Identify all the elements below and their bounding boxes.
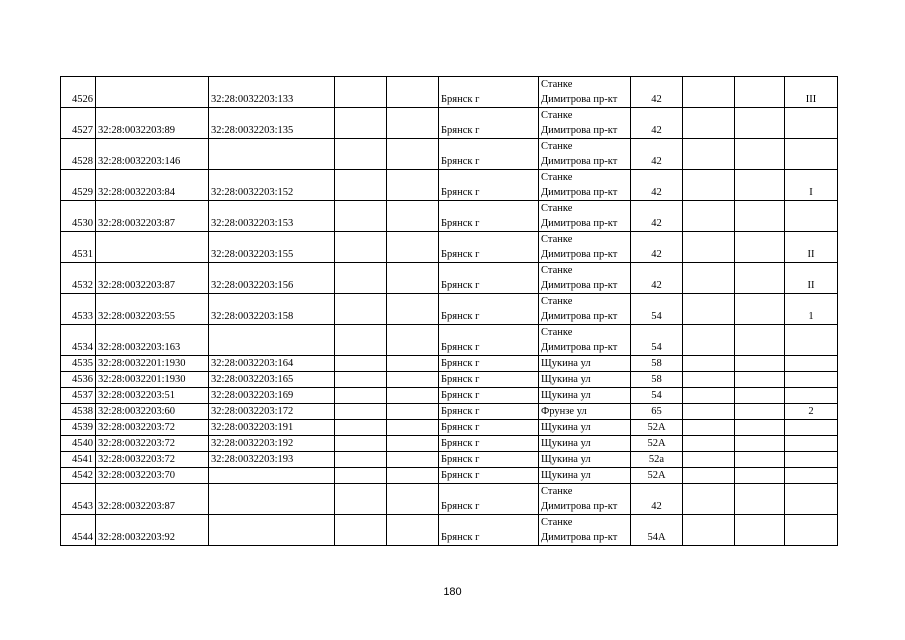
cell-empty [387, 388, 439, 404]
cell-empty [735, 388, 785, 404]
cell-street: Станке Димитрова пр-кт [539, 201, 631, 232]
cell-category: II [785, 232, 838, 263]
cell-cadastral-number-2 [209, 515, 335, 546]
cell-city: Брянск г [439, 515, 539, 546]
data-table [60, 76, 838, 546]
cell-empty [683, 232, 735, 263]
cell-house: 42 [631, 139, 683, 170]
cell-row-number: 4527 [61, 108, 96, 139]
cell-cadastral-number: 32:28:0032203:87 [96, 201, 209, 232]
cell-category [785, 356, 838, 372]
cell-cadastral-number: 32:28:0032203:51 [96, 388, 209, 404]
cell-empty [387, 263, 439, 294]
cell-house: 54А [631, 515, 683, 546]
cell-cadastral-number [96, 77, 209, 108]
cell-cadastral-number-2 [209, 325, 335, 356]
cell-cadastral-number-2 [209, 484, 335, 515]
cell-house: 52А [631, 468, 683, 484]
cell-empty [387, 515, 439, 546]
cell-row-number: 4541 [61, 452, 96, 468]
cell-cadastral-number: 32:28:0032203:55 [96, 294, 209, 325]
cell-category: III [785, 77, 838, 108]
cell-cadastral-number [96, 232, 209, 263]
cell-cadastral-number: 32:28:0032203:70 [96, 468, 209, 484]
cell-street: Станке Димитрова пр-кт [539, 139, 631, 170]
cell-empty [683, 436, 735, 452]
cell-category [785, 436, 838, 452]
cell-street: Станке Димитрова пр-кт [539, 484, 631, 515]
cell-empty [335, 108, 387, 139]
cell-cadastral-number-2: 32:28:0032203:133 [209, 77, 335, 108]
cell-empty [387, 484, 439, 515]
cell-empty [683, 201, 735, 232]
cell-empty [335, 77, 387, 108]
cell-cadastral-number-2: 32:28:0032203:135 [209, 108, 335, 139]
cell-empty [735, 201, 785, 232]
cell-city: Брянск г [439, 232, 539, 263]
cell-empty [735, 139, 785, 170]
cell-city: Брянск г [439, 294, 539, 325]
cell-city: Брянск г [439, 420, 539, 436]
cell-category [785, 372, 838, 388]
cell-cadastral-number: 32:28:0032203:72 [96, 420, 209, 436]
cell-house: 58 [631, 356, 683, 372]
table-row [61, 263, 838, 294]
cell-empty [387, 404, 439, 420]
cell-empty [335, 232, 387, 263]
cell-cadastral-number-2: 32:28:0032203:158 [209, 294, 335, 325]
cell-empty [387, 468, 439, 484]
cell-category [785, 201, 838, 232]
cell-empty [683, 404, 735, 420]
cell-cadastral-number-2: 32:28:0032203:155 [209, 232, 335, 263]
cell-cadastral-number-2: 32:28:0032203:192 [209, 436, 335, 452]
cell-street: Щукина ул [539, 372, 631, 388]
table-row [61, 294, 838, 325]
cell-cadastral-number-2: 32:28:0032203:172 [209, 404, 335, 420]
cell-city: Брянск г [439, 139, 539, 170]
cell-cadastral-number-2: 32:28:0032203:191 [209, 420, 335, 436]
table-row [61, 232, 838, 263]
table-body [61, 77, 838, 546]
cell-empty [735, 420, 785, 436]
cell-empty [335, 263, 387, 294]
cell-cadastral-number: 32:28:0032203:163 [96, 325, 209, 356]
cell-empty [735, 232, 785, 263]
cell-row-number: 4544 [61, 515, 96, 546]
cell-cadastral-number-2: 32:28:0032203:169 [209, 388, 335, 404]
cell-empty [335, 388, 387, 404]
table-row [61, 452, 838, 468]
cell-cadastral-number-2: 32:28:0032203:164 [209, 356, 335, 372]
cell-empty [387, 139, 439, 170]
cell-empty [735, 356, 785, 372]
cell-empty [387, 170, 439, 201]
cell-house: 42 [631, 484, 683, 515]
page-number: 180 [443, 586, 462, 598]
cell-city: Брянск г [439, 356, 539, 372]
cell-empty [683, 108, 735, 139]
cell-empty [683, 139, 735, 170]
cell-category [785, 325, 838, 356]
cell-street: Щукина ул [539, 468, 631, 484]
cell-cadastral-number: 32:28:0032201:1930 [96, 356, 209, 372]
cell-empty [387, 372, 439, 388]
table-row [61, 404, 838, 420]
cell-street: Станке Димитрова пр-кт [539, 232, 631, 263]
cell-empty [735, 404, 785, 420]
cell-city: Брянск г [439, 388, 539, 404]
cell-cadastral-number-2 [209, 468, 335, 484]
cell-empty [387, 201, 439, 232]
cell-cadastral-number-2 [209, 139, 335, 170]
cell-cadastral-number-2: 32:28:0032203:165 [209, 372, 335, 388]
table-row [61, 388, 838, 404]
cell-empty [735, 372, 785, 388]
cell-city: Брянск г [439, 325, 539, 356]
cell-house: 58 [631, 372, 683, 388]
cell-city: Брянск г [439, 468, 539, 484]
cell-category [785, 468, 838, 484]
cell-street: Станке Димитрова пр-кт [539, 77, 631, 108]
cell-empty [735, 294, 785, 325]
cell-row-number: 4531 [61, 232, 96, 263]
cell-house: 42 [631, 201, 683, 232]
cell-empty [683, 77, 735, 108]
cell-category: I [785, 170, 838, 201]
cell-street: Станке Димитрова пр-кт [539, 515, 631, 546]
cell-row-number: 4534 [61, 325, 96, 356]
cell-category: 1 [785, 294, 838, 325]
cell-house: 52а [631, 452, 683, 468]
cell-empty [387, 452, 439, 468]
cell-empty [683, 356, 735, 372]
cell-category [785, 515, 838, 546]
cell-city: Брянск г [439, 77, 539, 108]
cell-cadastral-number: 32:28:0032203:146 [96, 139, 209, 170]
cell-category [785, 452, 838, 468]
cell-house: 54 [631, 388, 683, 404]
cell-city: Брянск г [439, 484, 539, 515]
cell-category: 2 [785, 404, 838, 420]
cell-empty [683, 325, 735, 356]
cell-row-number: 4528 [61, 139, 96, 170]
cell-city: Брянск г [439, 108, 539, 139]
cell-row-number: 4532 [61, 263, 96, 294]
cell-street: Щукина ул [539, 388, 631, 404]
cell-row-number: 4526 [61, 77, 96, 108]
cell-city: Брянск г [439, 404, 539, 420]
cell-empty [683, 170, 735, 201]
cell-cadastral-number-2: 32:28:0032203:156 [209, 263, 335, 294]
cell-empty [335, 404, 387, 420]
cell-empty [683, 468, 735, 484]
table-row [61, 484, 838, 515]
cell-row-number: 4529 [61, 170, 96, 201]
cell-cadastral-number: 32:28:0032203:60 [96, 404, 209, 420]
cell-empty [683, 388, 735, 404]
table-row [61, 201, 838, 232]
cell-street: Станке Димитрова пр-кт [539, 325, 631, 356]
cell-row-number: 4533 [61, 294, 96, 325]
table-row [61, 436, 838, 452]
cell-row-number: 4530 [61, 201, 96, 232]
cell-empty [683, 452, 735, 468]
cell-empty [683, 515, 735, 546]
cell-empty [735, 263, 785, 294]
cell-empty [335, 294, 387, 325]
cell-empty [335, 452, 387, 468]
cell-empty [387, 232, 439, 263]
cell-empty [683, 484, 735, 515]
cell-cadastral-number: 32:28:0032203:87 [96, 263, 209, 294]
cell-city: Брянск г [439, 170, 539, 201]
cell-street: Щукина ул [539, 436, 631, 452]
cell-empty [735, 436, 785, 452]
cell-row-number: 4540 [61, 436, 96, 452]
table-row [61, 108, 838, 139]
cell-cadastral-number-2: 32:28:0032203:193 [209, 452, 335, 468]
table-row [61, 420, 838, 436]
cell-empty [335, 325, 387, 356]
cell-house: 42 [631, 232, 683, 263]
cell-category [785, 388, 838, 404]
cell-cadastral-number: 32:28:0032203:89 [96, 108, 209, 139]
cell-street: Щукина ул [539, 356, 631, 372]
cell-empty [735, 515, 785, 546]
table-row [61, 515, 838, 546]
cell-street: Станке Димитрова пр-кт [539, 108, 631, 139]
cell-street: Фрунзе ул [539, 404, 631, 420]
cell-house: 42 [631, 108, 683, 139]
table-row [61, 356, 838, 372]
cell-category [785, 108, 838, 139]
table-row [61, 325, 838, 356]
cell-empty [335, 372, 387, 388]
cell-row-number: 4535 [61, 356, 96, 372]
cell-empty [335, 436, 387, 452]
cell-empty [387, 356, 439, 372]
cell-city: Брянск г [439, 263, 539, 294]
cell-house: 65 [631, 404, 683, 420]
cell-city: Брянск г [439, 372, 539, 388]
cell-empty [335, 201, 387, 232]
table-row [61, 468, 838, 484]
cell-cadastral-number-2: 32:28:0032203:153 [209, 201, 335, 232]
cell-cadastral-number: 32:28:0032203:92 [96, 515, 209, 546]
cell-empty [387, 325, 439, 356]
cell-empty [683, 263, 735, 294]
cell-empty [335, 484, 387, 515]
cell-city: Брянск г [439, 201, 539, 232]
cell-empty [735, 484, 785, 515]
cell-house: 42 [631, 263, 683, 294]
cell-empty [387, 436, 439, 452]
table-row [61, 170, 838, 201]
cell-category [785, 139, 838, 170]
cell-empty [735, 325, 785, 356]
cell-house: 52А [631, 436, 683, 452]
cell-empty [735, 468, 785, 484]
cell-empty [387, 294, 439, 325]
cell-house: 54 [631, 294, 683, 325]
cell-empty [387, 77, 439, 108]
cell-empty [683, 294, 735, 325]
cell-empty [335, 515, 387, 546]
table-row [61, 372, 838, 388]
table-row [61, 139, 838, 170]
cell-street: Станке Димитрова пр-кт [539, 170, 631, 201]
cell-empty [735, 170, 785, 201]
cell-category [785, 484, 838, 515]
cell-cadastral-number: 32:28:0032203:87 [96, 484, 209, 515]
cell-street: Станке Димитрова пр-кт [539, 263, 631, 294]
cell-category: II [785, 263, 838, 294]
cell-empty [335, 468, 387, 484]
cell-empty [683, 420, 735, 436]
cell-city: Брянск г [439, 436, 539, 452]
cell-row-number: 4543 [61, 484, 96, 515]
cell-cadastral-number: 32:28:0032203:72 [96, 436, 209, 452]
cell-street: Щукина ул [539, 420, 631, 436]
cell-city: Брянск г [439, 452, 539, 468]
cell-category [785, 420, 838, 436]
cell-cadastral-number: 32:28:0032203:72 [96, 452, 209, 468]
cell-empty [387, 108, 439, 139]
cell-house: 42 [631, 170, 683, 201]
cell-house: 54 [631, 325, 683, 356]
cell-row-number: 4536 [61, 372, 96, 388]
table-row [61, 77, 838, 108]
cell-empty [735, 77, 785, 108]
cell-street: Станке Димитрова пр-кт [539, 294, 631, 325]
cell-house: 52А [631, 420, 683, 436]
cell-house: 42 [631, 77, 683, 108]
cell-empty [335, 356, 387, 372]
cell-empty [335, 420, 387, 436]
cell-empty [735, 452, 785, 468]
cell-empty [335, 170, 387, 201]
cell-cadastral-number: 32:28:0032203:84 [96, 170, 209, 201]
cell-street: Щукина ул [539, 452, 631, 468]
cell-cadastral-number: 32:28:0032201:1930 [96, 372, 209, 388]
cell-row-number: 4539 [61, 420, 96, 436]
cell-row-number: 4537 [61, 388, 96, 404]
cell-row-number: 4542 [61, 468, 96, 484]
cell-cadastral-number-2: 32:28:0032203:152 [209, 170, 335, 201]
cell-empty [335, 139, 387, 170]
cell-empty [735, 108, 785, 139]
cell-row-number: 4538 [61, 404, 96, 420]
cell-empty [683, 372, 735, 388]
cell-empty [387, 420, 439, 436]
